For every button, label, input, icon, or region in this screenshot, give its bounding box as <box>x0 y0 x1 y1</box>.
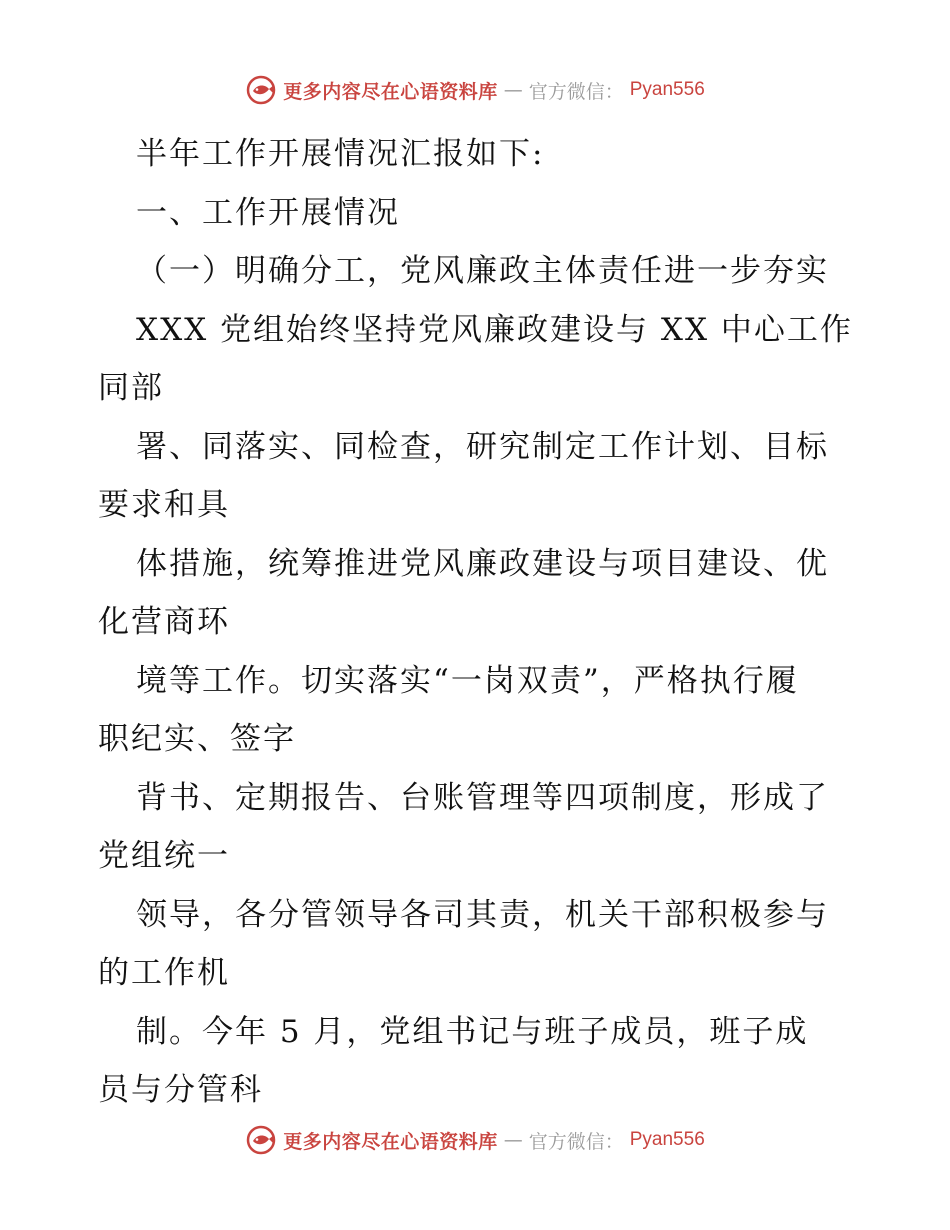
body-line: 的工作机 <box>98 955 230 991</box>
body-line: 境等工作。切实落实“一岗双责”，严格执行履 <box>136 662 799 699</box>
body-line: 半年工作开展情况汇报如下: <box>136 136 545 172</box>
body-line: 职纪实、签字 <box>98 721 296 757</box>
header-wechat-label: 官方微信： <box>528 80 624 103</box>
document-body <box>98 125 858 1120</box>
subsection-heading: （一）明确分工，党风廉政主体责任进一步夯实 <box>136 253 829 289</box>
body-line: 制。今年 5 月，党组书记与班子成员，班子成 <box>136 1013 809 1050</box>
fish-logo-icon <box>245 74 277 106</box>
header-site-text: 更多内容尽在心语资料库 <box>283 80 498 103</box>
footer-banner <box>0 1120 950 1160</box>
fish-logo-icon <box>245 1124 277 1156</box>
body-line: 署、同落实、同检查，研究制定工作计划、目标 <box>136 428 829 465</box>
body-line: 背书、定期报告、台账管理等四项制度，形成了 <box>136 779 829 816</box>
footer-dash: — <box>503 1129 523 1151</box>
body-line: 要求和具 <box>98 487 230 523</box>
header-dash: — <box>503 79 523 101</box>
body-line: 化营商环 <box>98 604 230 640</box>
header-banner <box>0 70 950 110</box>
body-line: 体措施，统筹推进党风廉政建设与项目建设、优 <box>136 545 829 582</box>
footer-wechat-id: Pyan556 <box>629 1129 705 1150</box>
body-line: XXX 党组始终坚持党风廉政建设与 XX 中心工作 <box>136 311 853 348</box>
header-wechat-id: Pyan556 <box>629 79 705 100</box>
footer-wechat-label: 官方微信： <box>528 1130 624 1153</box>
body-line: 领导，各分管领导各司其责，机关干部积极参与 <box>136 896 829 933</box>
section-heading: 一、工作开展情况 <box>136 194 400 231</box>
footer-site-text: 更多内容尽在心语资料库 <box>283 1130 498 1153</box>
body-line: 党组统一 <box>98 838 230 874</box>
body-line: 同部 <box>98 370 164 406</box>
body-line: 员与分管科 <box>98 1072 263 1108</box>
